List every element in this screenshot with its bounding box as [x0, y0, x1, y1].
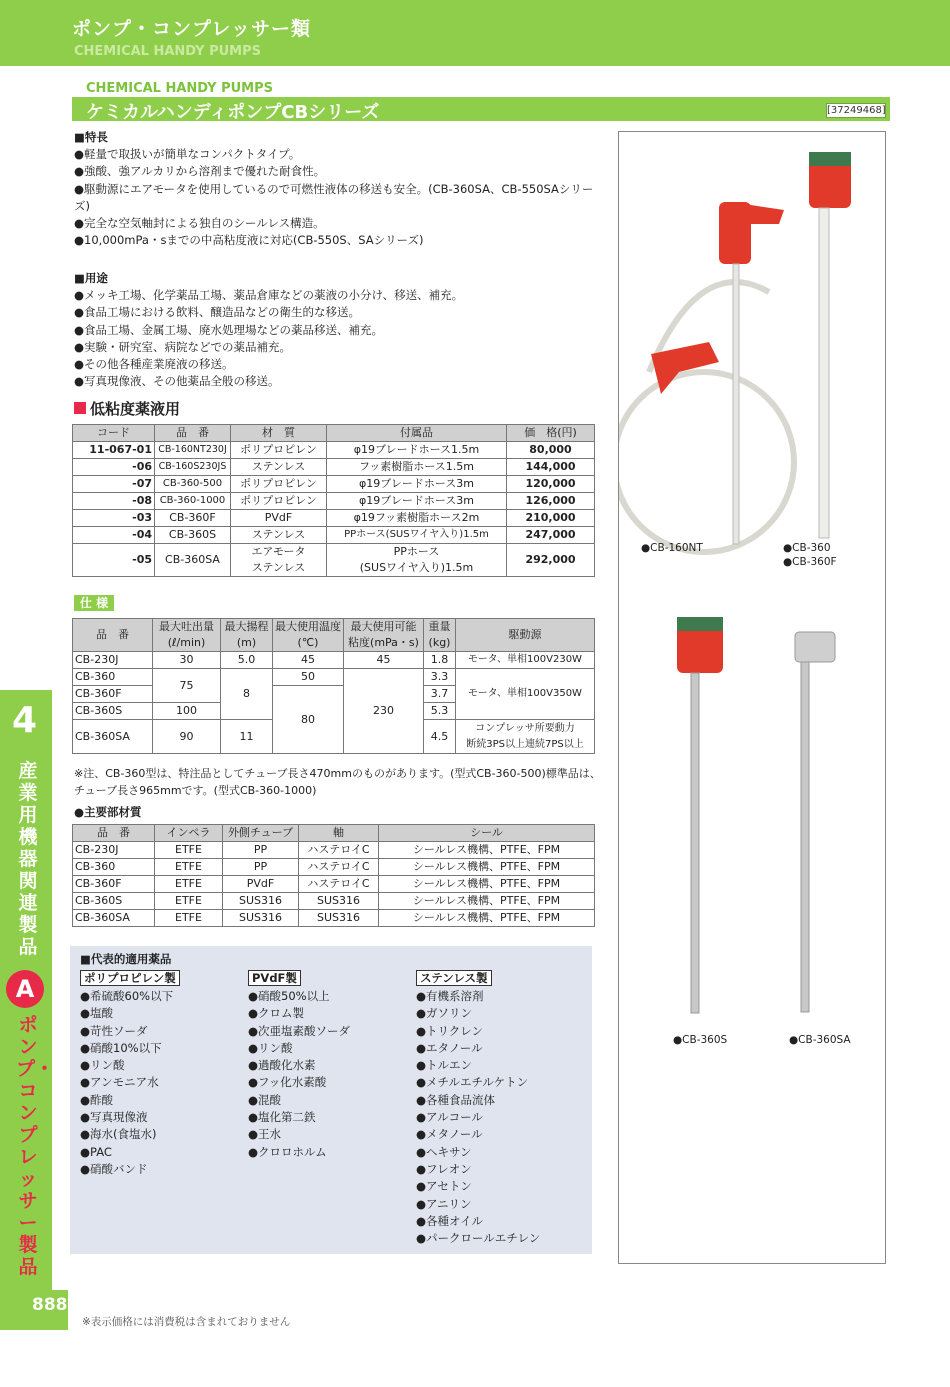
footnote: ※表示価格には消費税は含まれておりません: [82, 1316, 291, 1328]
chapter-label: 産業用機器関連製品: [18, 760, 38, 958]
spec-tag: 仕 様: [74, 595, 114, 611]
feature-item: ●強酸、強アルカリから溶剤まで優れた耐食性。: [74, 164, 326, 179]
table-row: 11-067-01 CB-160NT230J ポリプロピレン φ19ブレードホース1.5m 80,000: [73, 442, 595, 459]
use-item: ●食品工場における飲料、醸造品などの衛生的な移送。: [74, 305, 361, 320]
uses-block: [74, 270, 604, 391]
materials-heading: ●主要部材質: [74, 805, 142, 819]
caption-cb360: ●CB-360: [783, 542, 831, 554]
caption-cb160nt: ●CB-160NT: [641, 542, 703, 554]
chapter-number: 4: [12, 700, 38, 741]
caption-cb360f: ●CB-360F: [783, 556, 837, 568]
table-row: CB-360 75 8 50 230 3.3 モータ、単相100V350W: [73, 669, 595, 686]
table-header-row: コード 品 番 材 質 付属品 価 格(円): [73, 425, 595, 442]
use-item: ●写真現像液、その他薬品全般の移送。: [74, 374, 280, 389]
table-row: -07 CB-360-500 ポリプロピレン φ19ブレードホース3m 120,000: [73, 476, 595, 493]
use-item: ●その他各種産業廃液の移送。: [74, 357, 234, 372]
section-title: ケミカルハンディポンプCBシリーズ: [86, 102, 380, 123]
low-viscosity-heading: 低粘度薬液用: [74, 398, 180, 419]
hose-icon: [619, 372, 794, 552]
feature-item: ●駆動源にエアモータを使用しているので可燃性液体の移送も安全。(CB-360SA、CB-550SAシリーズ): [74, 181, 594, 213]
table-row: CB-230J 30 5.0 45 45 1.8 モータ、単相100V230W: [73, 652, 595, 669]
product-photo-panel: [618, 131, 886, 1264]
table-row: CB-360SA ETFE SUS316 SUS316 シールレス機構、PTFE、FPM: [73, 910, 595, 927]
header-title: ポンプ・コンプレッサー類: [72, 18, 312, 40]
air-motor-icon: [795, 632, 835, 662]
price-table: [72, 424, 595, 577]
catalog-code: [37249468]: [827, 105, 886, 116]
page-number: 888: [32, 1295, 68, 1315]
table-row: -05 CB-360SA エアモータ ステンレス PPホース (SUSワイヤ入り)1.5m 292,000: [73, 544, 595, 577]
caption-cb360sa: ●CB-360SA: [789, 1034, 851, 1046]
table-row: CB-360F 80 3.7: [73, 686, 595, 703]
features-block: [74, 129, 604, 250]
table-row: -08 CB-360-1000 ポリプロピレン φ19ブレードホース3m 126,000: [73, 493, 595, 510]
table-row: CB-360S ETFE SUS316 SUS316 シールレス機構、PTFE、FPM: [73, 893, 595, 910]
chem-col-stainless: ステンレス製 ●有機系溶剤 ●ガソリン ●トリクレン ●エタノール ●トルエン ●メチルエチルケトン ●各種食品流体 ●アルコール ●メタノール ●ヘキサン ●フレオン ●アセトン ●アニリン ●各種オイル ●パークロールエチレン: [416, 971, 541, 1246]
caption-cb360s: ●CB-360S: [673, 1034, 728, 1046]
table-header-row: 品 番 インペラ 外側チューブ 軸 シール: [73, 825, 595, 842]
feature-item: ●軽量で取扱いが簡単なコンパクトタイプ。: [74, 147, 301, 161]
feature-item: ●完全な空気軸封による独自のシールレス構造。: [74, 216, 325, 231]
table-row: -03 CB-360F PVdF φ19フッ素樹脂ホース2m 210,000: [73, 510, 595, 527]
pump-illustration: [619, 132, 885, 1263]
use-item: ●メッキ工場、化学薬品工場、薬品倉庫などの薬液の小分け、移送、補充。: [74, 288, 464, 302]
table-row: CB-360SA 90 11 4.5 コンプレッサ所要動力 断続3PS以上連続7PS以上: [73, 720, 595, 754]
features-heading: ■特長: [74, 130, 108, 144]
chapter-badge: A: [6, 970, 44, 1008]
section-en-title: CHEMICAL HANDY PUMPS: [86, 81, 274, 96]
spec-table: [72, 618, 595, 754]
chemicals-heading: ■代表的適用薬品: [80, 952, 172, 966]
table-row: CB-360F ETFE PVdF ハステロイC シールレス機構、PTFE、FPM: [73, 876, 595, 893]
table-row: CB-360 ETFE PP ハステロイC シールレス機構、PTFE、FPM: [73, 859, 595, 876]
spec-note: ※注、CB-360型は、特注品としてチューブ長さ470mmのものがあります。(型式CB-360-500)標準品は、チューブ長さ965mmです。(型式CB-360-1000): [74, 767, 601, 797]
table-row: CB-360S 100 5.3: [73, 703, 595, 720]
table-row: -04 CB-360S ステンレス PPホース(SUSワイヤ入り)1.5m 247,000: [73, 527, 595, 544]
table-row: CB-230J ETFE PP ハステロイC シールレス機構、PTFE、FPM: [73, 842, 595, 859]
use-item: ●食品工場、金属工場、廃水処理場などの薬品移送、補充。: [74, 322, 384, 337]
chem-col-pvdf: PVdF製 ●硝酸50%以上 ●クロム製 ●次亜塩素酸ソーダ ●リン酸 ●過酸化水素 ●フッ化水素酸 ●混酸 ●塩化第二鉄 ●王水 ●クロロホルム: [248, 971, 351, 1159]
feature-item: ●10,000mPa・sまでの中高粘度液に対応(CB-550S、SAシリーズ): [74, 233, 424, 248]
table-row: -06 CB-160S230JS ステンレス フッ素樹脂ホース1.5m 144,000: [73, 459, 595, 476]
chemicals-panel: [70, 946, 592, 1254]
subchapter-label: ポンプ・コンプレッサー製品: [16, 1014, 55, 1278]
table-header-row: 品 番 最大吐出量 (ℓ/min) 最大揚程 (m) 最大使用温度 (℃) 最大使用可能 粘度(mPa・s) 重量 (kg) 駆動源: [73, 619, 595, 652]
uses-heading: ■用途: [74, 271, 108, 285]
use-item: ●実験・研究室、病院などでの薬品補充。: [74, 339, 292, 354]
materials-table: [72, 824, 595, 927]
chem-col-pp: ポリプロピレン製 ●希硫酸60%以下 ●塩酸 ●苛性ソーダ ●硝酸10%以下 ●リン酸 ●アンモニア水 ●酢酸 ●写真現像液 ●海水(食塩水) ●PAC ●硝酸バンド: [80, 970, 180, 1178]
header-subtitle: CHEMICAL HANDY PUMPS: [74, 44, 262, 59]
red-square-icon: [74, 402, 86, 414]
